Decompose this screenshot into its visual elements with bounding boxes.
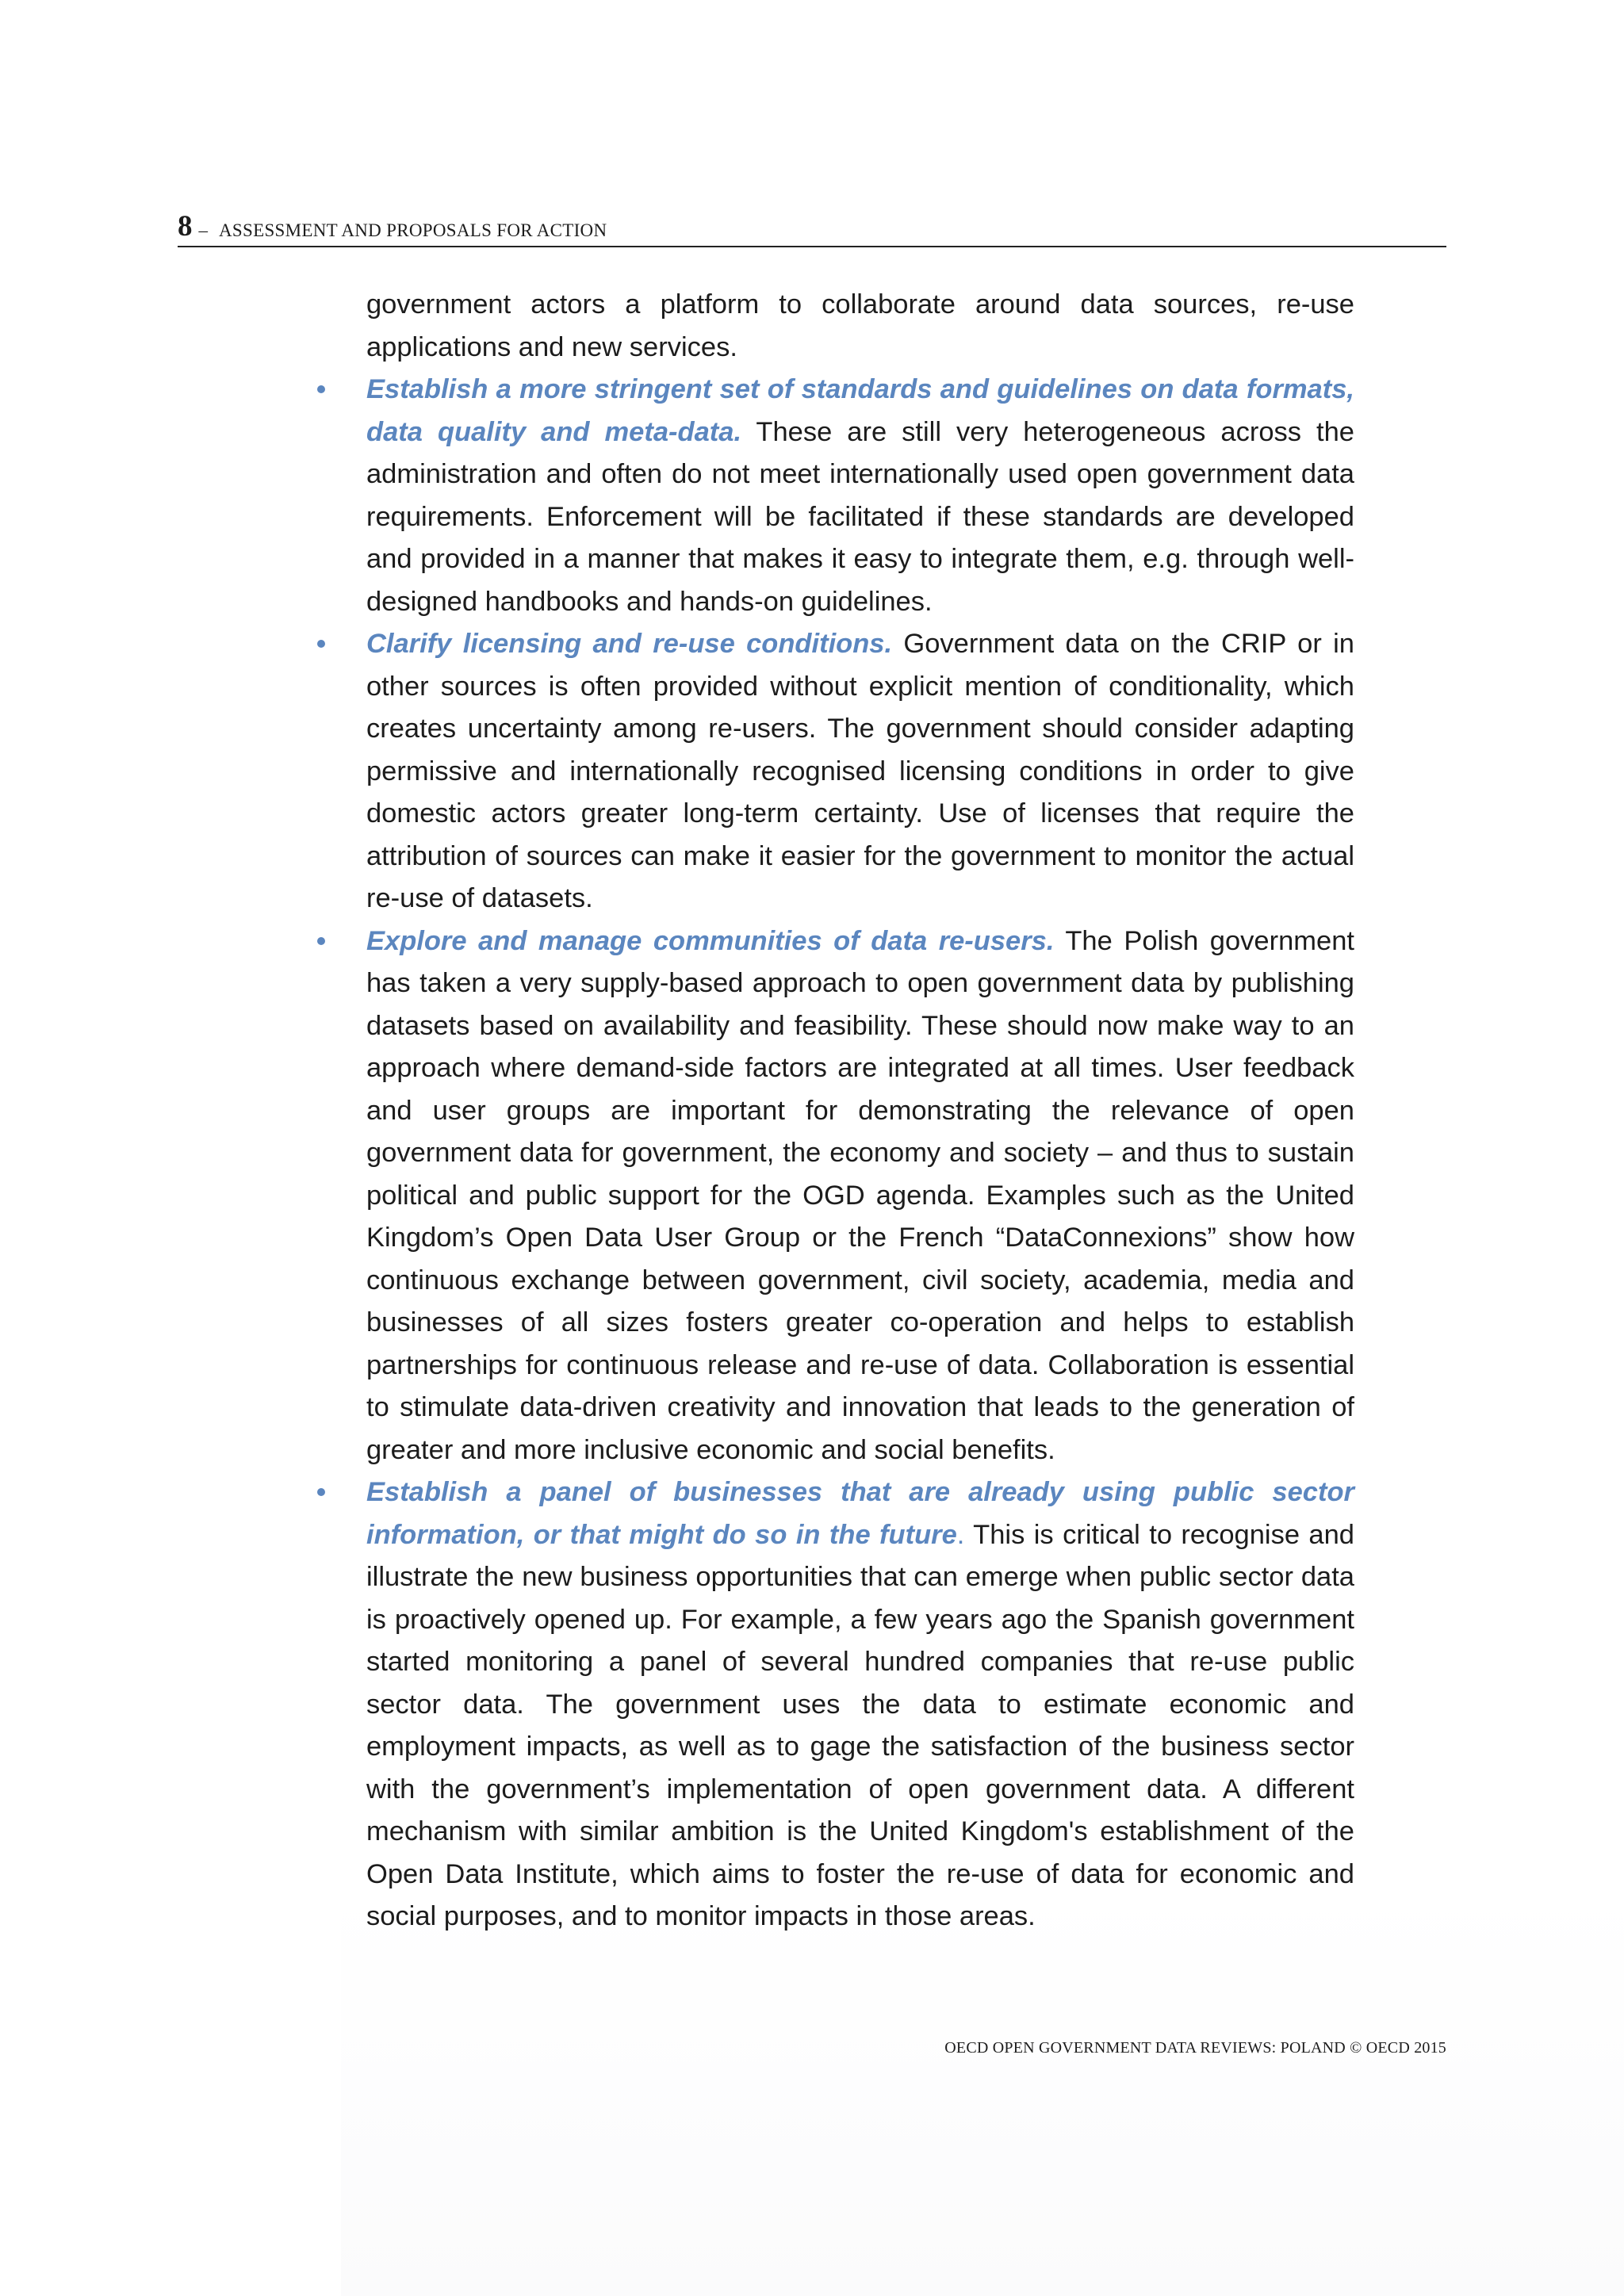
page-footer: OECD OPEN GOVERNMENT DATA REVIEWS: POLAND © OECD 2015 [944,2039,1446,2057]
bullet-lead: Establish a more stringent set of standards and guidelines on data formats, data quality and meta-data. [366,374,1354,447]
bullet-item-standards [366,369,1354,623]
bullet-text: The Polish government has taken a very supply-based approach to open government data by publishing datasets based on availability and feasibility. These should now make way to an approach where demand-side factors are integrated at all times. User feedback and user groups are important for demonstrating the relevance of open government data for government, the economy and society – and thus to sustain political and public support for the OGD agenda. Examples such as the United Kingdom’s Open Data User Group or the French “DataConnexions” show how continuous exchange between government, civil society, academia, media and businesses of all sizes fosters greater co-operation and helps to establish partnerships for continuous release and re-use of data. Collaboration is essential to stimulate data-driven creativity and innovation that leads to the generation of greater and more inclusive economic and social benefits. [366,925,1354,1465]
bullet-item-business-panel [366,1471,1354,1938]
page-number: 8 [178,210,193,243]
bullet-dot-icon [317,937,325,945]
bullet-lead: Establish a panel of businesses that are already using public sector information, or that might do so in the future [366,1477,1354,1550]
bullet-text: Government data on the CRIP or in other sources is often provided without explicit mention of conditionality, which creates uncertainty among re-users. The government should consider adapting permissive and internationally recognised licensing conditions in order to give domestic actors greater long-term certainty. Use of licenses that require the attribution of sources can make it easier for the government to monitor the actual re-use of datasets. [366,629,1354,913]
bullet-dot-icon [317,385,325,393]
section-title: ASSESSMENT AND PROPOSALS FOR ACTION [219,220,607,240]
intro-paragraph: government actors a platform to collaborate around data sources, re-use applications and new services. [366,289,1354,362]
header-separator: – [198,220,208,240]
body-text [366,284,1354,1938]
bullet-text: These are still very heterogeneous across the administration and often do not meet internationally used open government data requirements. Enforcement will be facilitated if these standards are developed and provided in a manner that makes it easy to integrate them, e.g. through well-designed handbooks and hands-on guidelines. [366,416,1354,617]
page-shade [341,1887,1624,2296]
bullet-item-communities [366,920,1354,1472]
running-header [178,208,1446,247]
bullet-dot-icon [317,640,325,648]
bullet-item-licensing [366,623,1354,920]
bullet-dot-icon [317,1488,325,1496]
bullet-text: This is critical to recognise and illustrate the new business opportunities that can emerge when public sector data is proactively opened up. For example, a few years ago the Spanish government started monitoring a panel of several hundred companies that re-use public sector data. The government uses the data to estimate economic and employment impacts, as well as to gage the satisfaction of the business sector with the government’s implementation of open government data. A different mechanism with similar ambition is the United Kingdom's establishment of the Open Data Institute, which aims to foster the re-use of data for economic and social purposes, and to monitor impacts in those areas. [366,1519,1354,1931]
bullet-lead-punctuation: . [956,1519,965,1550]
bullet-lead: Clarify licensing and re-use conditions. [366,629,893,659]
bullet-lead: Explore and manage communities of data re-users. [366,925,1055,956]
